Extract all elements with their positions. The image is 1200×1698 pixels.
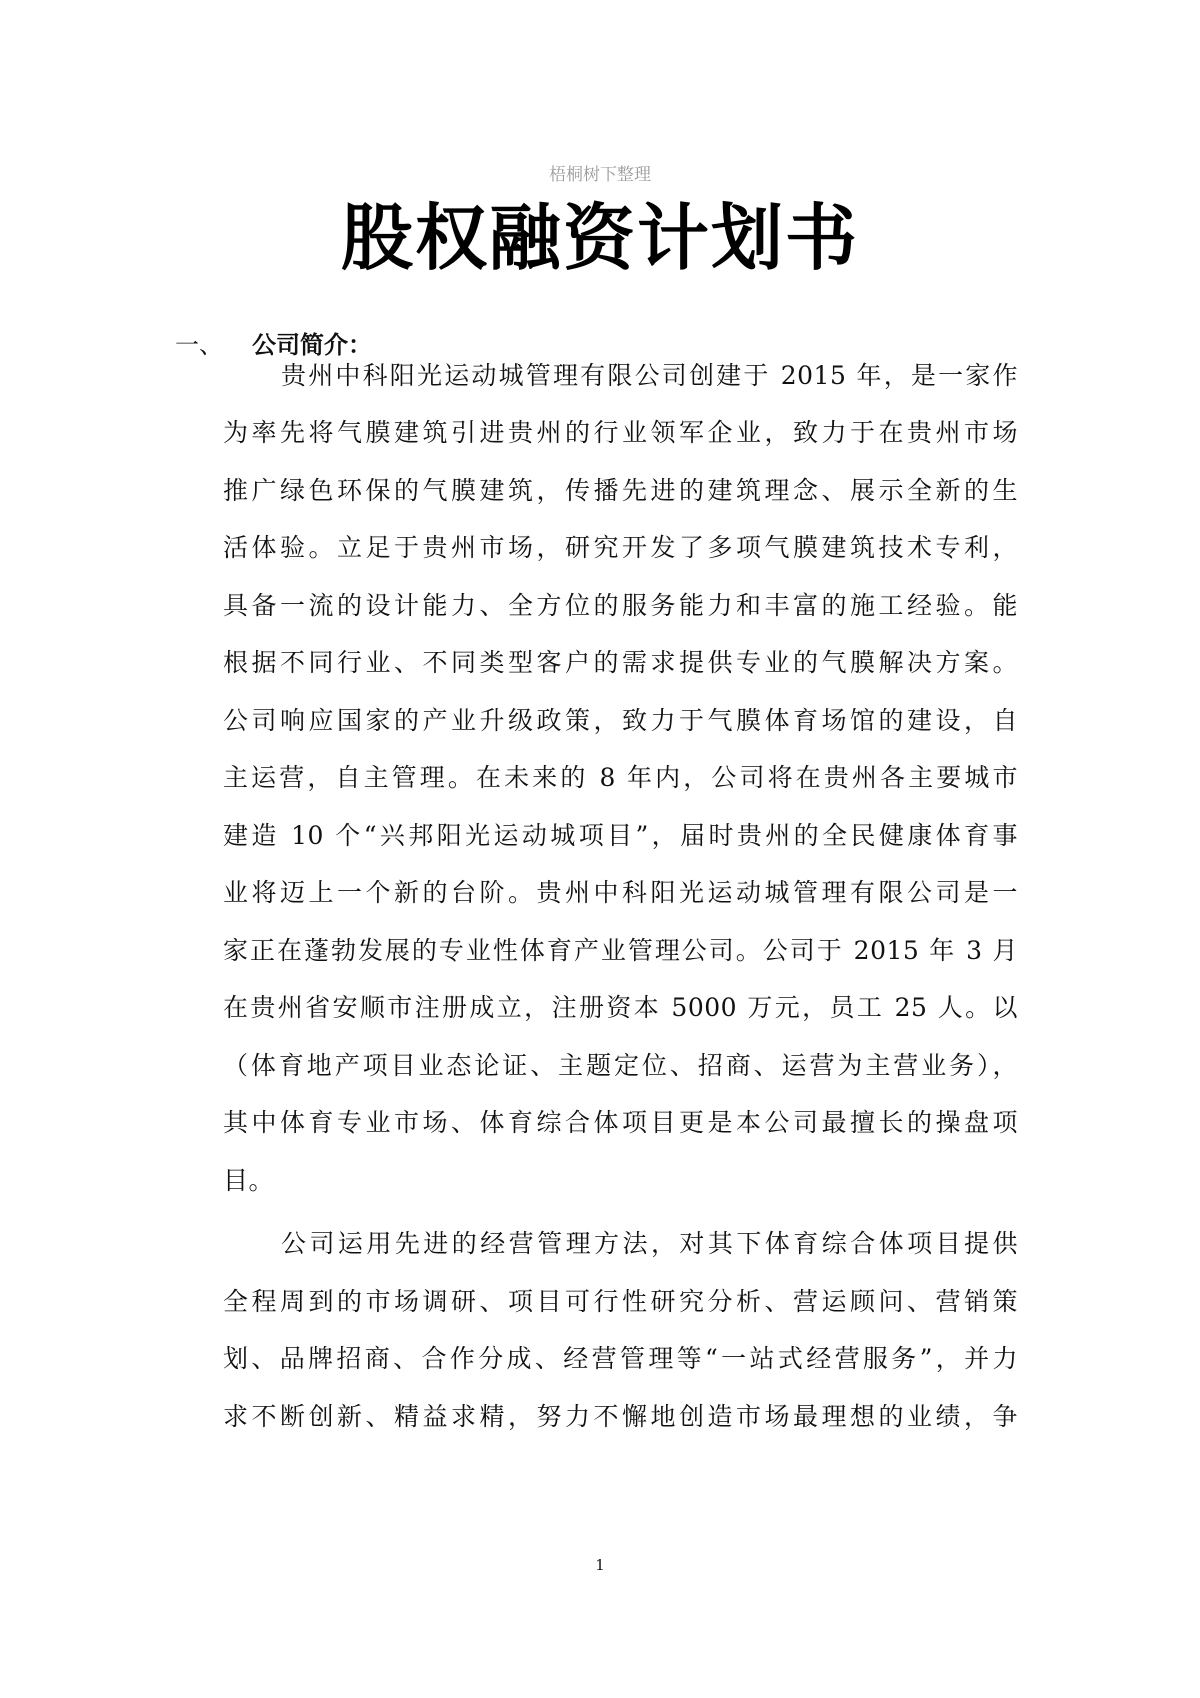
text-line: 求不断创新、精益求精，努力不懈地创造市场最理想的业绩，争: [223, 1402, 1018, 1431]
section-title: 公司简介：: [252, 331, 372, 359]
text-line: 公司响应国家的产业升级政策，致力于气膜体育场馆的建设，自: [223, 706, 1018, 735]
text-line: （体育地产项目业态论证、主题定位、招商、运营为主营业务），: [223, 1051, 1018, 1080]
text-line: 推广绿色环保的气膜建筑，传播先进的建筑理念、展示全新的生: [223, 476, 1018, 505]
section-heading: [175, 325, 372, 360]
text-line: 目。: [223, 1166, 275, 1195]
text-line: 其中体育专业市场、体育综合体项目更是本公司最擅长的操盘项: [223, 1108, 1018, 1137]
text-line: 为率先将气膜建筑引进贵州的行业领军企业，致力于在贵州市场: [223, 418, 1018, 447]
page-number: 1: [595, 1556, 605, 1574]
text-line: 贵州中科阳光运动城管理有限公司创建于 2015 年，是一家作: [281, 361, 1018, 390]
text-line: 根据不同行业、不同类型客户的需求提供专业的气膜解决方案。: [223, 648, 1018, 677]
text-line: 全程周到的市场调研、项目可行性研究分析、营运顾问、营销策: [223, 1287, 1018, 1316]
text-line: 划、品牌招商、合作分成、经营管理等“一站式经营服务”，并力: [223, 1344, 1018, 1373]
text-line: 业将迈上一个新的台阶。贵州中科阳光运动城管理有限公司是一: [223, 878, 1018, 907]
text-line: 活体验。立足于贵州市场，研究开发了多项气膜建筑技术专利，: [223, 533, 1018, 562]
text-line: 家正在蓬勃发展的专业性体育产业管理公司。公司于 2015 年 3 月: [223, 936, 1018, 965]
text-line: 在贵州省安顺市注册成立，注册资本 5000 万元，员工 25 人。以: [223, 993, 1018, 1022]
watermark: 梧桐树下整理: [549, 165, 651, 185]
text-line: 主运营，自主管理。在未来的 8 年内，公司将在贵州各主要城市: [223, 763, 1018, 792]
section-number: 一、: [175, 331, 223, 359]
document-title: 股权融资计划书: [340, 195, 859, 280]
text-line: 公司运用先进的经营管理方法，对其下体育综合体项目提供: [281, 1229, 1018, 1258]
text-line: 具备一流的设计能力、全方位的服务能力和丰富的施工经验。能: [223, 591, 1018, 620]
text-line: 建造 10 个“兴邦阳光运动城项目”，届时贵州的全民健康体育事: [223, 821, 1018, 850]
